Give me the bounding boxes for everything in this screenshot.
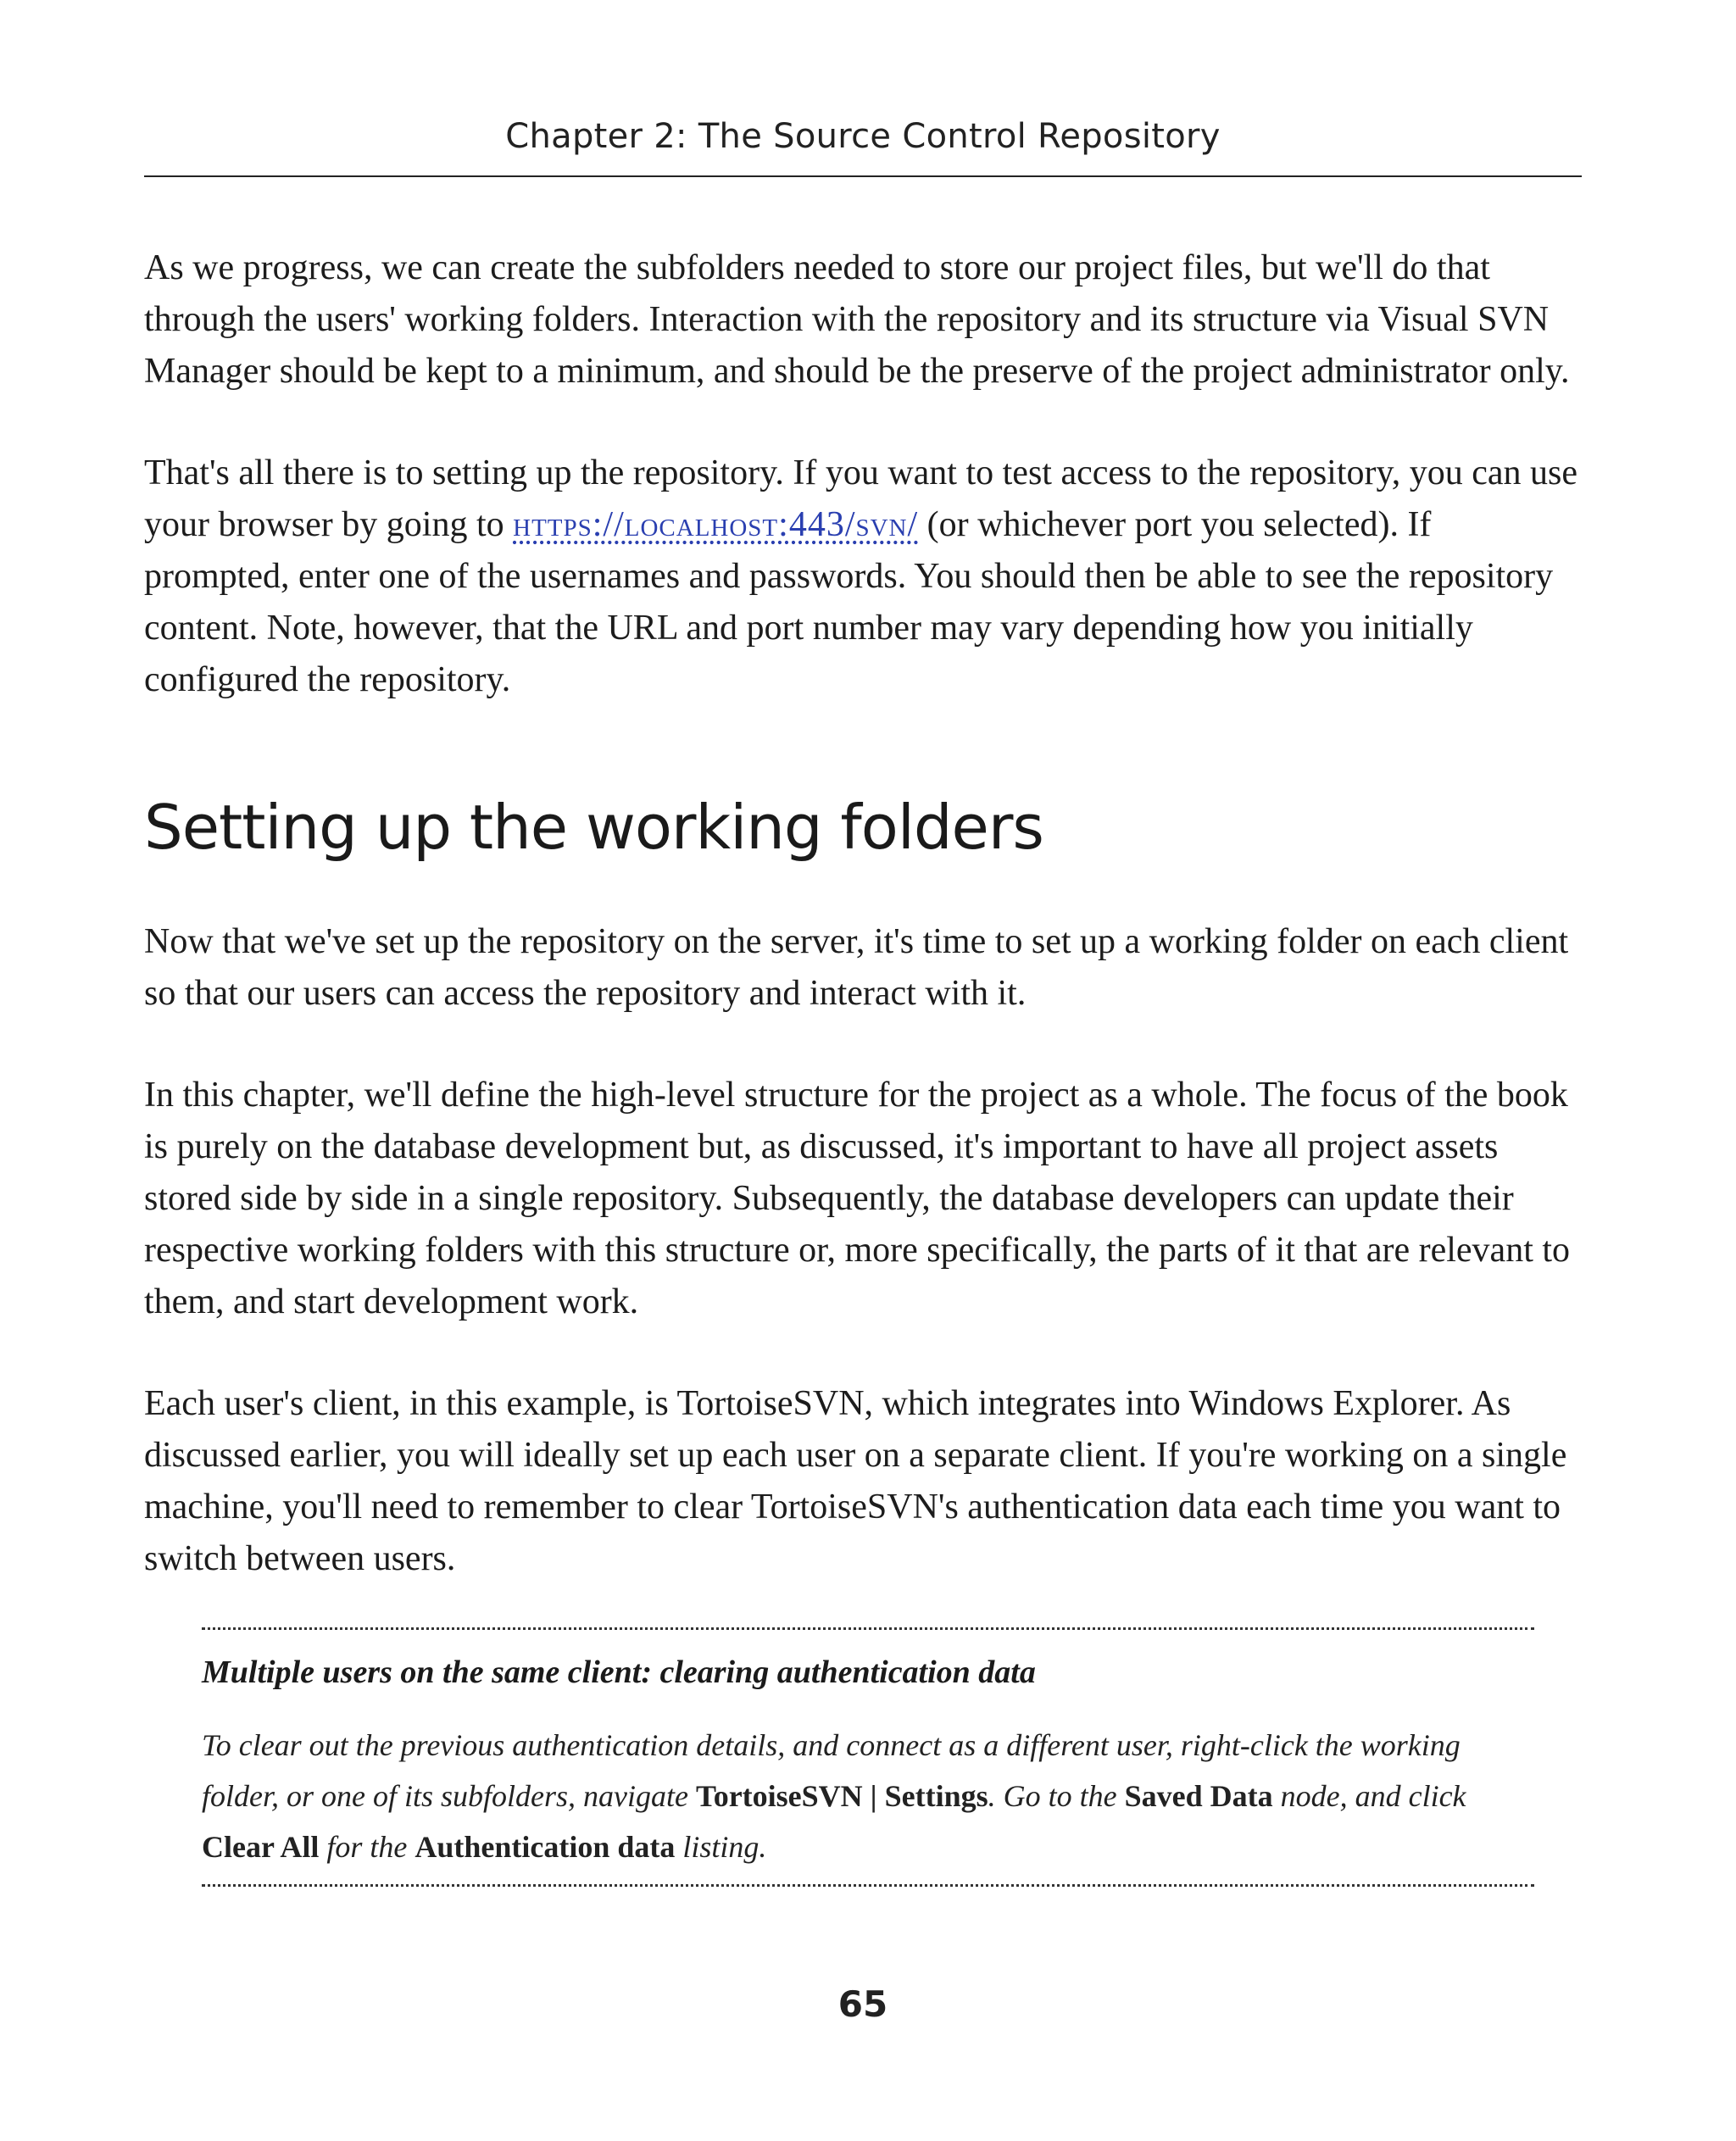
note-clear-all: Clear All <box>202 1830 320 1864</box>
localhost-svn-link[interactable]: https://localhost:443/svn/ <box>513 505 919 544</box>
paragraph-test-access <box>144 448 1582 706</box>
paragraph-subfolders: As we progress, we can create the subfolders needed to store our project files, but we'll do that through the users' working folders. Interaction with the repository and its structure via Visual SVN Manager should be kept to a minimum, and should be the preserve of the project administrator only. <box>144 248 1570 391</box>
note-text: To clear out the previous authentication details, and connect as a different user, right-click the working folder, or one of its subfolders, navigate <box>202 1728 1461 1813</box>
note-title: Multiple users on the same client: clearing authentication data <box>202 1654 1036 1690</box>
paragraph-tortoisesvn-client: Each user's client, in this example, is TortoiseSVN, which integrates into Windows Explorer. As discussed earlier, you will ideally set up each user on a separate client. If you're working on a single machine, you'll need to remember to clear TortoiseSVN's authentication data each time you want to switch between users. <box>144 1384 1567 1578</box>
paragraph-working-folder: Now that we've set up the repository on the server, it's time to set up a working folder on each client so that our users can access the repository and interact with it. <box>144 922 1569 1013</box>
section-heading: Setting up the working folders <box>144 792 1043 863</box>
note-menu-path: TortoiseSVN | Settings <box>695 1779 988 1813</box>
paragraph-gap <box>144 398 1582 448</box>
note-text: for the <box>319 1830 415 1864</box>
paragraph-gap <box>144 1328 1582 1378</box>
note-authentication-data: Authentication data <box>415 1830 676 1864</box>
paragraph-text: (or whichever port you selected). If prompted, enter one of the usernames and passwords. You should then be able to see the repository content. Note, however, that the URL and port number may vary depending how you initially configured the repository. <box>144 505 1554 699</box>
paragraph-gap <box>144 1020 1582 1070</box>
note-text: node, and click <box>1272 1779 1466 1813</box>
note-saved-data: Saved Data <box>1124 1779 1273 1813</box>
note-text: . Go to the <box>988 1779 1125 1813</box>
note-box <box>202 1627 1534 1887</box>
header-rule <box>144 175 1582 177</box>
paragraph-project-structure: In this chapter, we'll define the high-level structure for the project as a whole. The focus of the book is purely on the database development but, as discussed, it's important to have all project assets stored side by side in a single repository. Subsequently, the database developers can update their respective working folders with this structure or, more specifically, the parts of it that are relevant to them, and start development work. <box>144 1076 1571 1321</box>
page-body <box>144 242 1582 1887</box>
note-body <box>202 1720 1534 1872</box>
running-header: Chapter 2: The Source Control Repository <box>505 117 1221 156</box>
page-number: 65 <box>837 1983 888 2025</box>
paragraph-text: That's all there is to setting up the repository. If you want to test access to the repository, you can use your browser by going to <box>144 453 1578 544</box>
note-text: listing. <box>675 1830 767 1864</box>
